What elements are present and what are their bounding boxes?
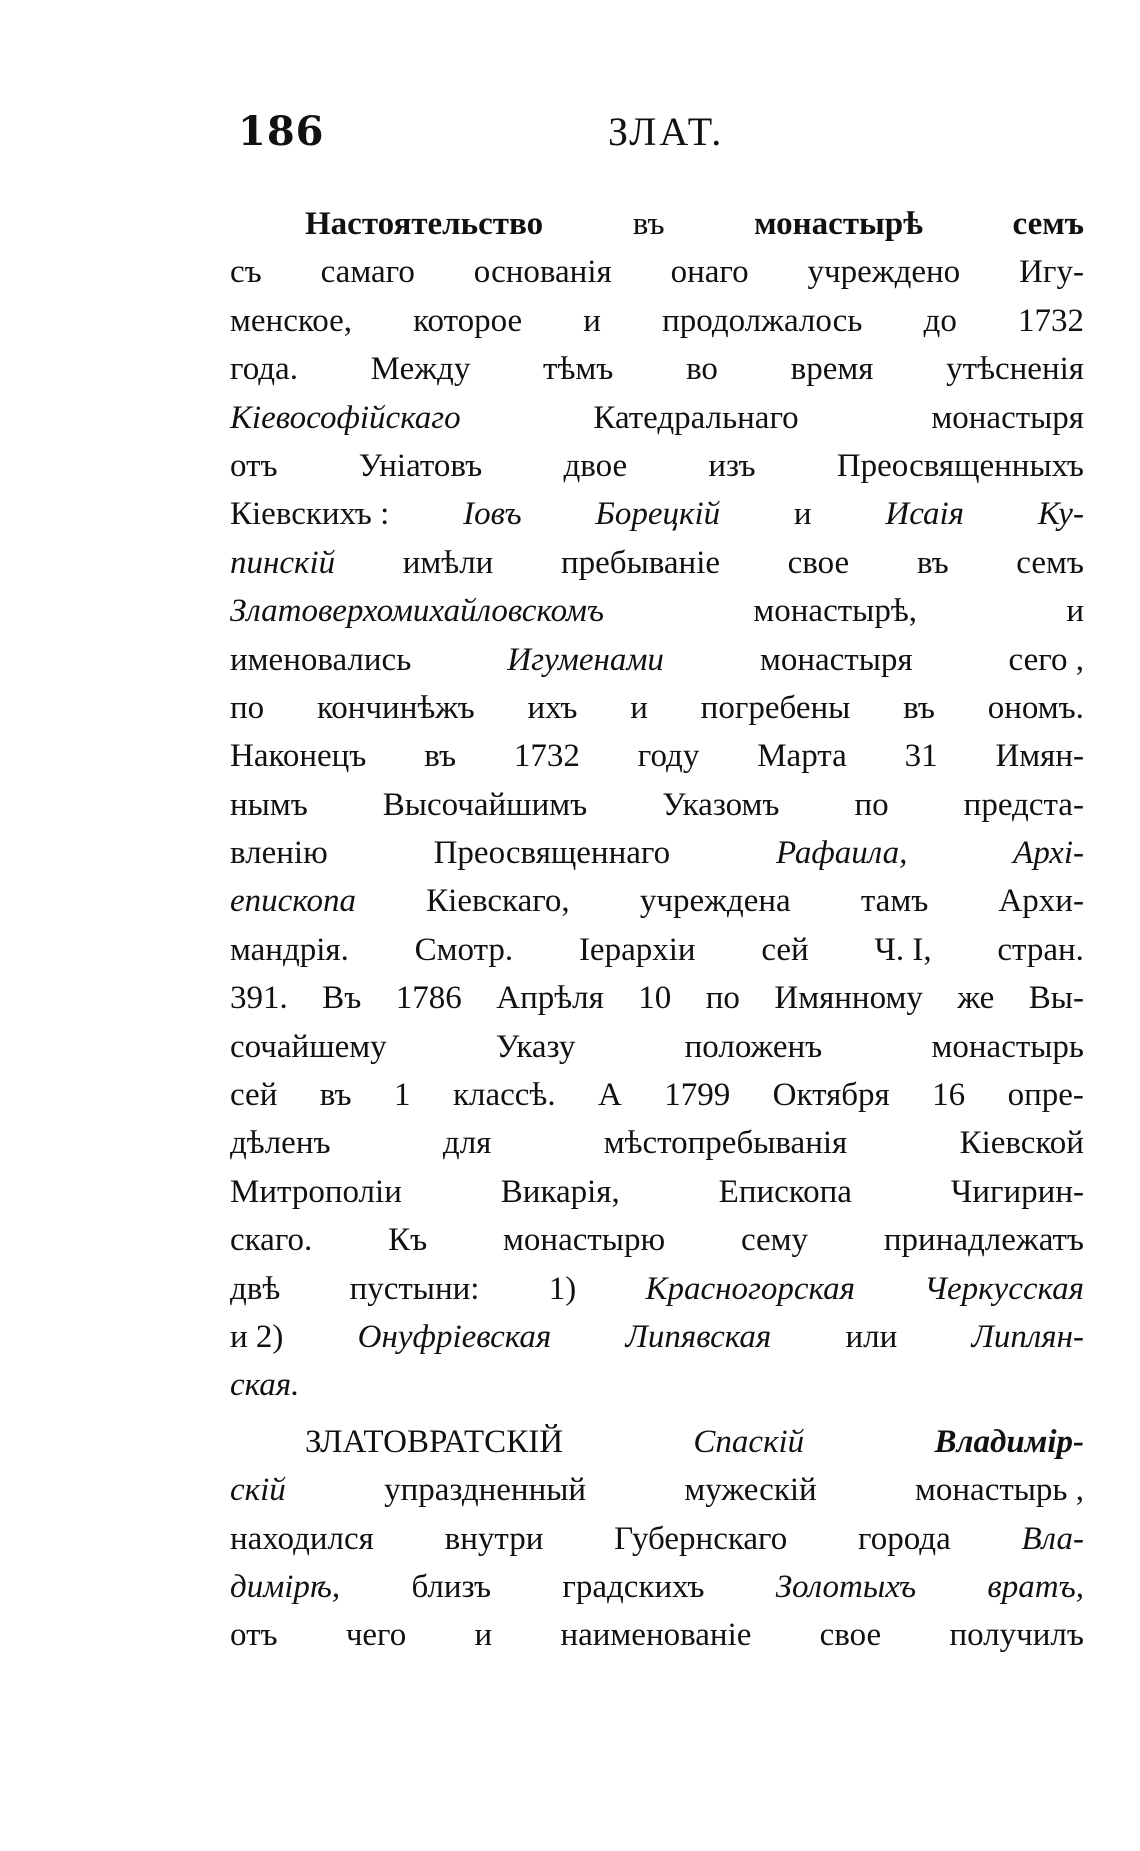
- word: ская.: [230, 1367, 300, 1404]
- word: сего ,: [1008, 641, 1084, 678]
- word: именовались: [230, 641, 412, 678]
- word: свое: [787, 544, 850, 581]
- word: менское,: [230, 302, 352, 339]
- text-line: [230, 1515, 1084, 1563]
- text-line: [230, 877, 1084, 925]
- word: семъ: [1016, 544, 1084, 581]
- word: Архі-: [1013, 835, 1084, 872]
- body-text: [230, 200, 1084, 1660]
- word: пинскій: [230, 544, 336, 581]
- word: сей: [761, 931, 809, 968]
- word: и: [1066, 593, 1084, 630]
- word: основанія: [473, 254, 612, 291]
- text-line: [230, 1418, 1084, 1466]
- word: изъ: [708, 447, 756, 484]
- word: во: [686, 351, 718, 388]
- text-line: [230, 1216, 1084, 1264]
- word: и: [583, 302, 601, 339]
- text-line: [230, 1611, 1084, 1659]
- word: тѣмъ: [543, 351, 614, 388]
- word: Кіевской: [959, 1125, 1084, 1162]
- word: года.: [230, 351, 298, 388]
- word: сочайшему: [230, 1028, 387, 1065]
- word: Къ: [388, 1222, 428, 1259]
- word: учреждена: [639, 883, 791, 920]
- word: въ: [903, 689, 935, 726]
- text-line: [230, 781, 1084, 829]
- word: по: [854, 786, 889, 823]
- word: 16: [932, 1077, 966, 1114]
- word: ихъ: [527, 689, 578, 726]
- text-line: [230, 1361, 1084, 1409]
- word: предста-: [963, 786, 1084, 823]
- word: Имянному: [774, 980, 923, 1017]
- word: Златоверхомихайловскомъ: [230, 593, 605, 630]
- text-line: [230, 1071, 1084, 1119]
- word: нымъ: [230, 786, 308, 823]
- word: монастыря: [931, 399, 1084, 436]
- word: монастыря: [759, 641, 913, 678]
- word: Указомъ: [662, 786, 780, 823]
- word: дѣленъ: [230, 1125, 331, 1162]
- page-number: 186: [238, 108, 325, 155]
- word: Вла-: [1021, 1520, 1084, 1557]
- word: Красногорская: [645, 1270, 855, 1307]
- text-line: [230, 345, 1084, 393]
- word: положенъ: [684, 1028, 823, 1065]
- word: имѣли: [402, 544, 494, 581]
- word: 31: [904, 738, 938, 775]
- word: А: [597, 1077, 622, 1114]
- text-line: [230, 490, 1084, 538]
- text-line: [230, 926, 1084, 974]
- word: Золотыхъ: [775, 1568, 917, 1605]
- word: Черкусская: [924, 1270, 1084, 1307]
- text-line: [230, 732, 1084, 780]
- word: семъ: [1012, 206, 1084, 242]
- word: монастырѣ,: [753, 593, 917, 630]
- running-head: ЗЛАТ.: [608, 109, 725, 154]
- word: отъ: [230, 1617, 278, 1654]
- text-line: [230, 200, 1084, 248]
- word: Кіевскихъ :: [230, 496, 390, 533]
- word: димірѣ,: [230, 1568, 341, 1605]
- word: отъ: [230, 447, 278, 484]
- word: находился: [230, 1520, 374, 1557]
- word: онаго: [670, 254, 749, 291]
- word: 1732: [513, 738, 580, 775]
- word: кончинѣжъ: [316, 689, 475, 726]
- word: съ: [230, 254, 262, 291]
- word: Вы-: [1028, 980, 1084, 1017]
- word: Высочайшимъ: [382, 786, 588, 823]
- word: мужескій: [684, 1472, 817, 1509]
- word: же: [957, 980, 995, 1017]
- word: монастырю: [503, 1222, 666, 1259]
- paragraph-gap: [230, 1410, 1084, 1418]
- word: утѣсненія: [946, 351, 1084, 388]
- text-line: [230, 1466, 1084, 1514]
- word: Іовъ: [463, 496, 522, 533]
- word: для: [442, 1125, 492, 1162]
- word: Митрополіи: [230, 1173, 402, 1210]
- word: двое: [563, 447, 628, 484]
- word: Игуменами: [507, 641, 664, 678]
- word: Спаскій: [693, 1423, 805, 1460]
- word: свое: [819, 1617, 882, 1654]
- word: Викарія,: [500, 1173, 620, 1210]
- word: Исаія: [885, 496, 965, 533]
- word: скаго.: [230, 1222, 313, 1259]
- word: близъ: [411, 1568, 492, 1605]
- word: въ: [424, 738, 457, 775]
- word: сему: [740, 1222, 809, 1259]
- word: самаго: [320, 254, 415, 291]
- word: въ: [632, 206, 665, 242]
- word: сей: [230, 1077, 278, 1114]
- word: Кіевософійскаго: [230, 399, 461, 436]
- word: 391.: [230, 980, 288, 1017]
- word: и: [630, 689, 648, 726]
- text-line: [230, 587, 1084, 635]
- word: Преосвященнаго: [433, 835, 671, 872]
- word: которое: [413, 302, 523, 339]
- word: монастырѣ: [754, 206, 923, 242]
- word: учреждено: [807, 254, 961, 291]
- word: стран.: [997, 931, 1084, 968]
- word: Борецкій: [595, 496, 721, 533]
- word: или: [845, 1318, 898, 1355]
- word: до: [923, 302, 957, 339]
- word: Іерархіи: [578, 931, 696, 968]
- word: Архи-: [998, 883, 1084, 920]
- text-line: [230, 1119, 1084, 1167]
- text-line: [230, 1168, 1084, 1216]
- word: продолжалось: [662, 302, 863, 339]
- word: монастырь: [931, 1028, 1084, 1065]
- word: чего: [345, 1617, 407, 1654]
- word: Наконецъ: [230, 738, 367, 775]
- word: по: [705, 980, 740, 1017]
- word: скій: [230, 1472, 286, 1509]
- word: градскихъ: [562, 1568, 705, 1605]
- word: и 2): [230, 1318, 284, 1355]
- text-line: [230, 297, 1084, 345]
- word: 1): [548, 1270, 577, 1307]
- word: 1: [394, 1077, 411, 1114]
- word: тамъ: [860, 883, 929, 920]
- word: 1799: [664, 1077, 731, 1114]
- word: города: [858, 1520, 951, 1557]
- word: Владимір-: [934, 1423, 1084, 1460]
- text-line: [230, 539, 1084, 587]
- text-line: [230, 636, 1084, 684]
- word: ЗЛАТОВРАТСКІЙ: [305, 1423, 564, 1460]
- text-line: [230, 442, 1084, 490]
- word: Имян-: [995, 738, 1084, 775]
- word: Игу-: [1019, 254, 1084, 291]
- word: Преосвященныхъ: [836, 447, 1084, 484]
- text-line: [230, 248, 1084, 296]
- word: классѣ.: [452, 1077, 556, 1114]
- word: Губернскаго: [614, 1520, 788, 1557]
- word: вратъ,: [987, 1568, 1084, 1605]
- word: епископа: [230, 883, 356, 920]
- word: Онуфріевская: [357, 1318, 552, 1355]
- word: погребены: [700, 689, 851, 726]
- word: Марта: [757, 738, 847, 775]
- word: 1732: [1017, 302, 1084, 339]
- word: Епископа: [718, 1173, 852, 1210]
- word: Ку-: [1037, 496, 1084, 533]
- word: и: [474, 1617, 493, 1654]
- word: Между: [370, 351, 471, 388]
- text-line: [230, 394, 1084, 442]
- word: Рафаила,: [775, 835, 908, 872]
- word: внутри: [444, 1520, 544, 1557]
- word: Липявская: [625, 1318, 772, 1355]
- word: году: [637, 738, 700, 775]
- word: и: [793, 496, 812, 533]
- word: по: [230, 689, 265, 726]
- word: пребываніе: [560, 544, 721, 581]
- word: Въ: [322, 980, 362, 1017]
- word: Чигирин-: [950, 1173, 1084, 1210]
- word: Апрѣля: [496, 980, 604, 1017]
- word: пустыни:: [349, 1270, 480, 1307]
- page-header: [238, 108, 918, 168]
- word: Настоятельство: [305, 206, 544, 242]
- word: 10: [638, 980, 672, 1017]
- word: опре-: [1007, 1077, 1084, 1114]
- word: Октября: [772, 1077, 890, 1114]
- word: Липлян-: [971, 1318, 1084, 1355]
- word: ономъ.: [987, 689, 1084, 726]
- text-line: [230, 684, 1084, 732]
- word: время: [790, 351, 874, 388]
- text-line: [230, 829, 1084, 877]
- text-line: [230, 1265, 1084, 1313]
- word: въ: [319, 1077, 352, 1114]
- text-line: [230, 974, 1084, 1022]
- word: получилъ: [949, 1617, 1084, 1654]
- word: 1786: [395, 980, 462, 1017]
- word: Указу: [495, 1028, 576, 1065]
- word: принадлежатъ: [883, 1222, 1084, 1259]
- word: вленію: [230, 835, 328, 872]
- text-line: [230, 1023, 1084, 1071]
- word: мѣстопребыванія: [603, 1125, 848, 1162]
- word: двѣ: [230, 1270, 281, 1307]
- word: Смотр.: [414, 931, 514, 968]
- word: монастырь ,: [915, 1472, 1084, 1509]
- word: Катедральнаго: [593, 399, 799, 436]
- text-line: [230, 1313, 1084, 1361]
- word: упраздненный: [384, 1472, 587, 1509]
- text-line: [230, 1563, 1084, 1611]
- word: въ: [916, 544, 949, 581]
- word: Ч. I,: [874, 931, 932, 968]
- word: Уніатовъ: [358, 447, 483, 484]
- word: наименованіе: [560, 1617, 752, 1654]
- word: мандрія.: [230, 931, 349, 968]
- word: Кіевскаго,: [426, 883, 570, 920]
